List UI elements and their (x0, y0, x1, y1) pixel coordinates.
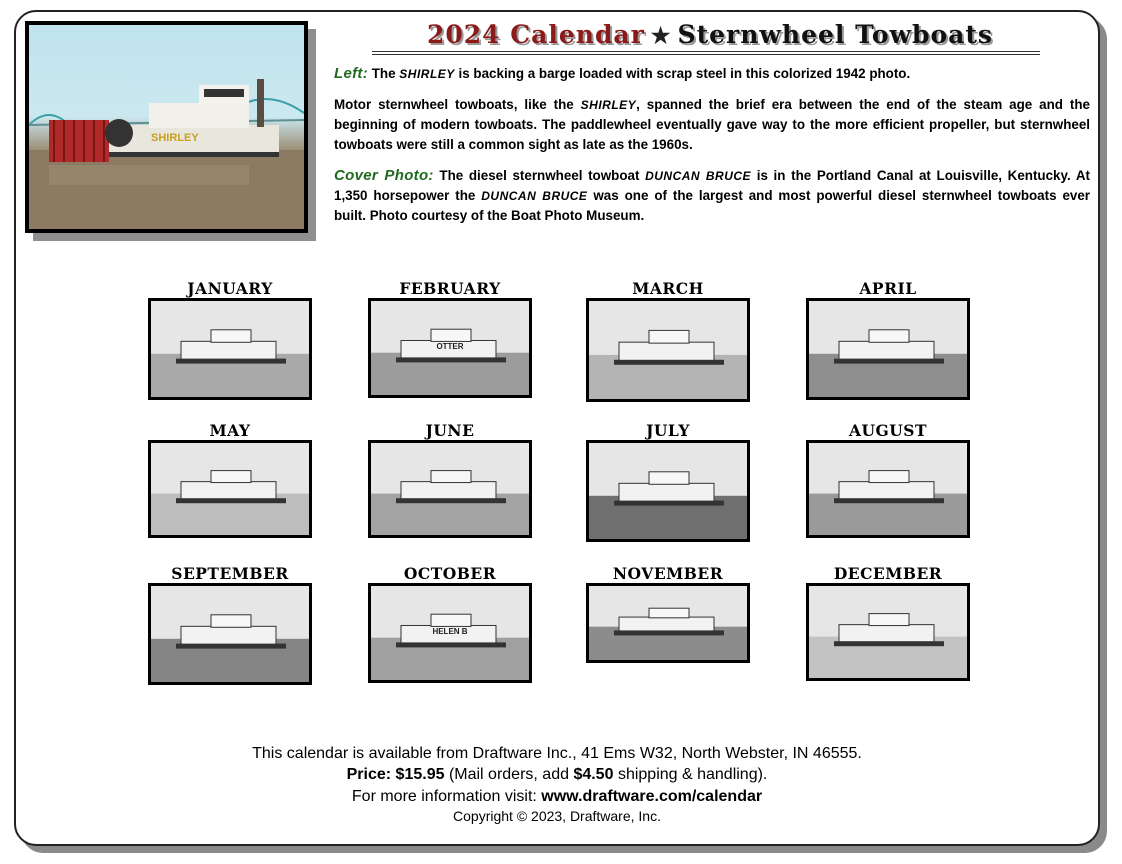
month-photo (148, 440, 312, 538)
p3-text-a: The diesel sternwheel towboat (439, 168, 640, 183)
month-name: JANUARY (187, 279, 273, 298)
left-lead: Left: (334, 65, 368, 82)
towboat-photo (371, 443, 529, 535)
calendar-url-link[interactable]: www.draftware.com/calendar (541, 788, 763, 805)
title-part2: Sternwheel Towboats (677, 20, 994, 49)
copyright: Copyright © 2023, Draftware, Inc. (453, 808, 661, 824)
month-january (145, 280, 315, 400)
month-photo (806, 298, 970, 400)
towboat-photo (589, 443, 747, 539)
shipping-value: $4.50 (573, 766, 614, 783)
title-underline (372, 51, 1040, 55)
photo-boat-label: OTTER (436, 342, 464, 351)
p1-text-b: is backing a barge loaded with scrap steel in this colorized 1942 photo. (458, 66, 911, 81)
towboat-photo (151, 443, 309, 535)
month-october (365, 565, 535, 683)
p2-text-b: , spanned the brief era between the end of the steam age and the beginning of modern towboats. The paddlewheel eventually gave way to the more efficient propeller, but sternwheel towboats were still a common sight as late as the 1960s. (334, 97, 1090, 152)
towboat-photo (809, 301, 967, 397)
towboat-photo (809, 586, 967, 678)
month-may (145, 422, 315, 538)
month-name: JUNE (425, 421, 475, 440)
photo-boat-label: HELEN B (432, 627, 468, 636)
month-september (145, 565, 315, 685)
month-name: OCTOBER (403, 564, 497, 583)
month-name: MARCH (632, 279, 704, 298)
month-name: SEPTEMBER (171, 564, 289, 583)
price-value: $15.95 (395, 766, 445, 783)
towboat-illustration (29, 25, 304, 229)
month-december (803, 565, 973, 681)
month-photo (586, 583, 750, 663)
towboat-photo (589, 586, 747, 660)
month-photo (368, 298, 532, 398)
price-note-b: shipping & handling). (617, 766, 768, 783)
p3-text-c: was one of the largest and most powerful diesel sternwheel towboats ever built. Photo courtesy of the Boat Photo Museum. (334, 188, 1090, 223)
price-line (14, 766, 1100, 784)
month-name: MAY (209, 421, 251, 440)
intro-history-paragraph (334, 95, 1090, 155)
month-name: APRIL (859, 279, 917, 298)
month-august (803, 422, 973, 538)
intro-cover-paragraph (334, 166, 1090, 226)
month-november (583, 565, 753, 663)
cover-photo-shirley (25, 21, 308, 233)
towboat-photo (589, 301, 747, 399)
p1-boat-name: SHIRLEY (399, 67, 455, 81)
month-photo (148, 583, 312, 685)
month-photo (586, 440, 750, 542)
p2-boat-name: SHIRLEY (580, 98, 637, 112)
price-label: Price: (346, 766, 392, 783)
month-july (583, 422, 753, 542)
p2-text-a: Motor sternwheel towboats, like the (334, 97, 574, 112)
price-note-a: (Mail orders, add (448, 766, 569, 783)
month-name: JULY (646, 421, 690, 440)
month-june (365, 422, 535, 538)
month-photo (806, 583, 970, 681)
month-april (803, 280, 973, 400)
availability-line: This calendar is available from Draftware Inc., 41 Ems W32, North Webster, IN 46555. (252, 745, 862, 762)
towboat-photo (809, 443, 967, 535)
info-label: For more information visit: (351, 788, 537, 805)
cover-lead: Cover Photo: (334, 167, 434, 184)
p3-text-b: is in the Portland Canal at Louisville, Kentucky. At 1,350 horsepower the (334, 168, 1090, 203)
page-title (330, 20, 1090, 49)
towboat-photo (151, 301, 309, 397)
intro-left-paragraph (334, 64, 1090, 84)
month-photo (148, 298, 312, 400)
p1-text-a: The (371, 66, 396, 81)
month-photo (368, 440, 532, 538)
title-part1: 2024 Calendar (426, 20, 645, 49)
cover-boat-label: SHIRLEY (151, 132, 199, 144)
month-photo (806, 440, 970, 538)
info-line (14, 788, 1100, 806)
month-photo (586, 298, 750, 402)
p3-boat-name: DUNCAN BRUCE (645, 169, 752, 183)
month-name: DECEMBER (833, 564, 943, 583)
month-photo (368, 583, 532, 683)
month-february (365, 280, 535, 398)
month-name: AUGUST (848, 421, 928, 440)
p3-boat-name-2: DUNCAN BRUCE (481, 189, 588, 203)
month-name: NOVEMBER (612, 564, 724, 583)
star-icon: ★ (650, 23, 672, 49)
towboat-photo (151, 586, 309, 682)
month-march (583, 280, 753, 402)
month-name: FEBRUARY (399, 279, 501, 298)
